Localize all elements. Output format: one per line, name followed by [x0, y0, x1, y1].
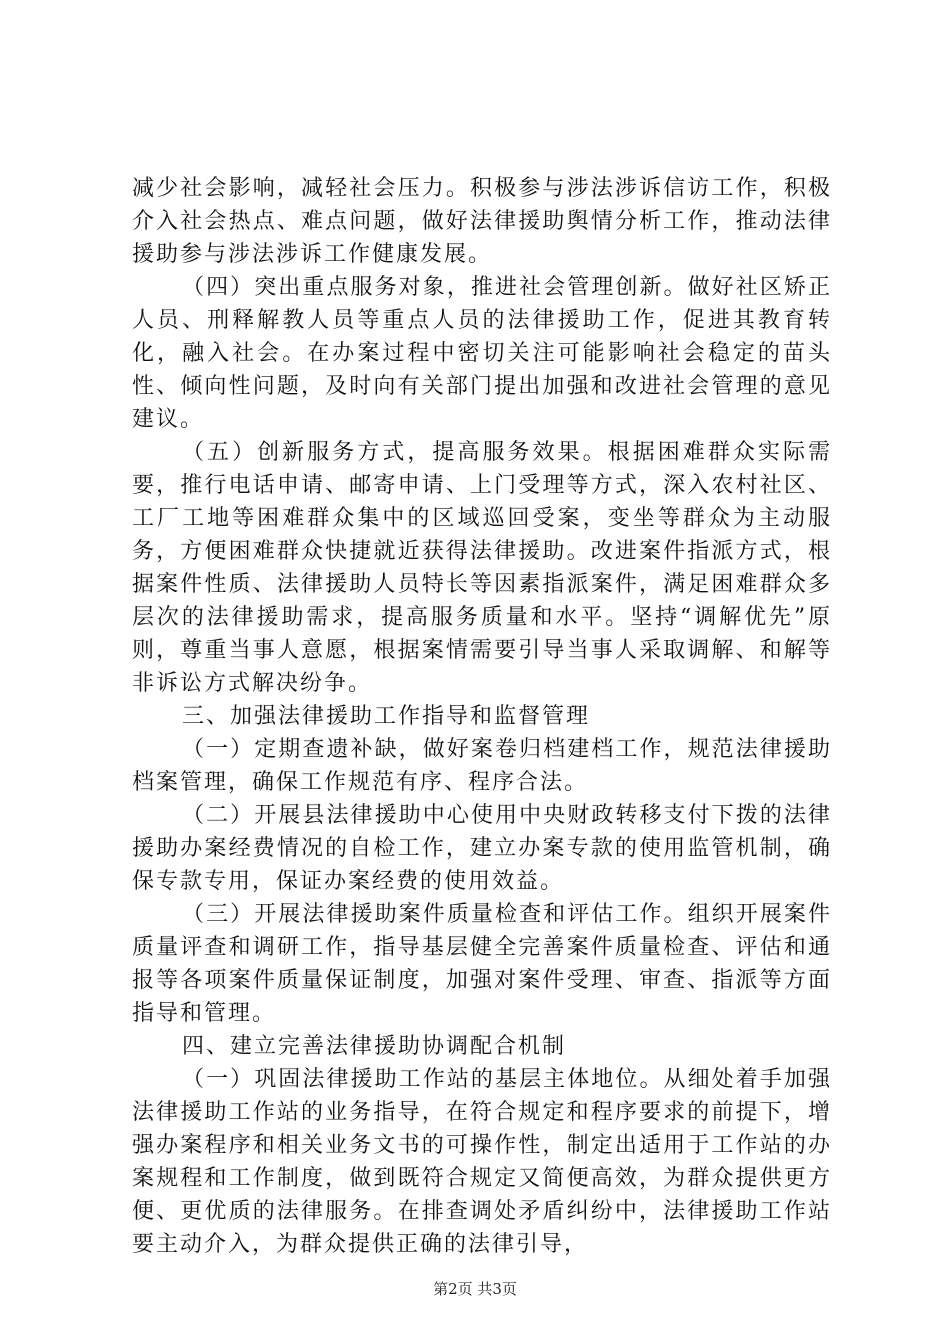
- paragraph-7: （三）开展法律援助案件质量检查和评估工作。组织开展案件质量评查和调研工作，指导基层健全完善案件质量检查、评估和通报等各项案件质量保证制度，加强对案件受理、审查、指派等方面指导和管理。: [132, 902, 832, 1026]
- document-body: [132, 172, 832, 1261]
- paragraph-5: （一）定期查遗补缺，做好案卷归档建档工作，规范法律援助档案管理，确保工作规范有序、程序合法。: [132, 737, 832, 795]
- page-footer: 第2页 共3页: [433, 1280, 517, 1298]
- paragraph-9: （一）巩固法律援助工作站的基层主体地位。从细处着手加强法律援助工作站的业务指导，在符合规定和程序要求的前提下，增强办案程序和相关业务文书的可操作性，制定出适用于工作站的办案规程和工作制度，做到既符合规定又简便高效，为群众提供更方便、更优质的法律服务。在排查调处矛盾纠纷中，法律援助工作站要主动介入，为群众提供正确的法律引导，: [132, 1067, 832, 1257]
- paragraph-2: （四）突出重点服务对象，推进社会管理创新。做好社区矫正人员、刑释解教人员等重点人员的法律援助工作，促进其教育转化，融入社会。在办案过程中密切关注可能影响社会稳定的苗头性、倾向性问题，及时向有关部门提出加强和改进社会管理的意见建议。: [132, 275, 832, 432]
- paragraph-6: （二）开展县法律援助中心使用中央财政转移支付下拨的法律援助办案经费情况的自检工作，建立办案专款的使用监管机制，确保专款专用，保证办案经费的使用效益。: [132, 803, 832, 894]
- paragraph-3: （五）创新服务方式，提高服务效果。根据困难群众实际需要，推行电话申请、邮寄申请、上门受理等方式，深入农村社区、工厂工地等困难群众集中的区域巡回受案，变坐等群众为主动服务，方便困难群众快捷就近获得法律援助。改进案件指派方式，根据案件性质、法律援助人员特长等因素指派案件，满足困难群众多层次的法律援助需求，提高服务质量和水平。坚持“调解优先”原则，尊重当事人意愿，根据案情需要引导当事人采取调解、和解等非诉讼方式解决纷争。: [132, 440, 832, 696]
- paragraph-1: 减少社会影响，减轻社会压力。积极参与涉法涉诉信访工作，积极介入社会热点、难点问题，做好法律援助舆情分析工作，推动法律援助参与涉法涉诉工作健康发展。: [132, 176, 832, 267]
- section-heading-4: 四、建立完善法律援助协调配合机制: [182, 1034, 567, 1059]
- section-heading-3: 三、加强法律援助工作指导和监督管理: [182, 704, 591, 729]
